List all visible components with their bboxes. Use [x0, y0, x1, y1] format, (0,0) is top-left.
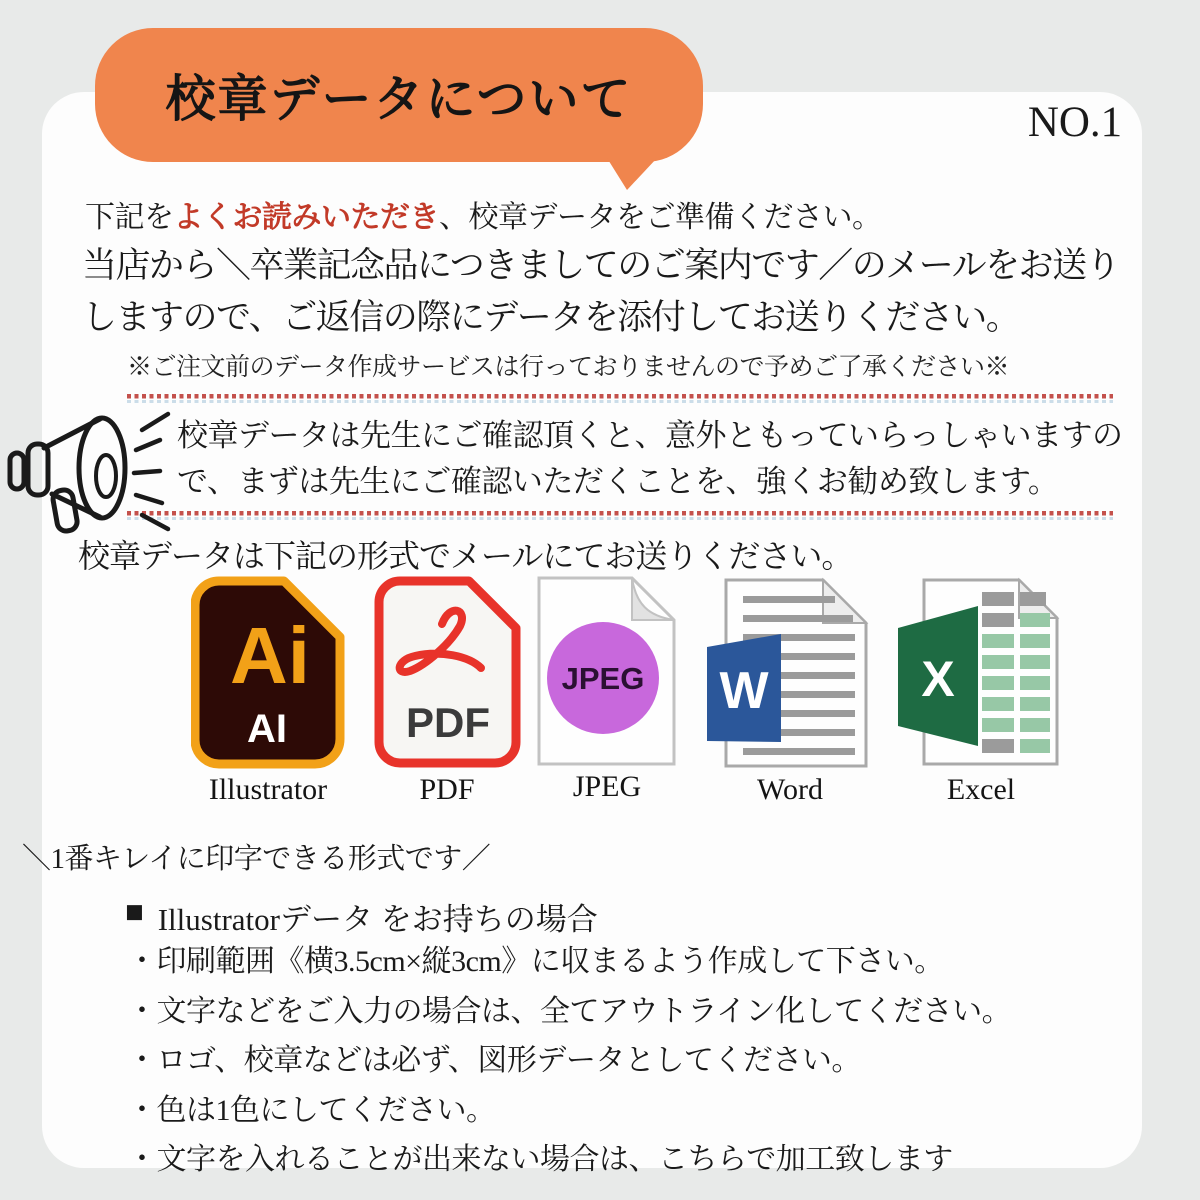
ai-icon-main-text: Ai	[230, 611, 310, 700]
illustrator-file-icon	[191, 576, 345, 769]
formats-heading: 校章データは下記の形式でメールにてお送りください。	[78, 538, 853, 574]
jpeg-file-icon	[533, 576, 681, 766]
format-item-illustrator	[178, 576, 358, 807]
format-label: Illustrator	[208, 773, 328, 806]
word-file-icon	[705, 576, 875, 769]
excel-file-icon	[894, 576, 1069, 769]
illustrator-section-heading	[125, 894, 598, 939]
list-item: ・印刷範囲《横3.5cm×縦3cm》に収まるよう作成して下さい。	[127, 945, 944, 978]
page-number: NO.1	[1027, 99, 1123, 146]
format-label: PDF	[419, 773, 475, 806]
format-label: Excel	[946, 773, 1016, 806]
list-item: ・ロゴ、校章などは必ず、図形データとしてください。	[127, 1044, 861, 1077]
illustrator-requirements-list	[127, 936, 1011, 1184]
title-bubble	[95, 28, 703, 162]
format-item-excel	[891, 576, 1071, 807]
teacher-advice-callout	[177, 413, 1123, 505]
pdf-icon-text: PDF	[405, 699, 490, 746]
format-label: JPEG	[572, 770, 642, 803]
mail-instruction	[82, 240, 1119, 344]
pdf-file-icon	[374, 576, 521, 769]
intro-pre: 下記を	[85, 201, 174, 234]
format-item-jpeg	[517, 576, 697, 804]
ai-icon-sub-text: AI	[247, 707, 287, 751]
mail-instruction-line1: 当店から＼卒業記念品につきましてのご案内です／のメールをお送り	[82, 246, 1120, 285]
jpeg-icon-text: JPEG	[561, 661, 645, 696]
dotted-divider-top	[127, 394, 1113, 403]
mail-instruction-line2: しますので、ご返信の際にデータを添付してお送りください。	[82, 298, 1020, 337]
format-label: Word	[757, 773, 823, 806]
callout-line2: で、まずは先生にご確認いただくことを、強くお勧め致します。	[177, 464, 1059, 499]
pre-order-note: ※ご注文前のデータ作成サービスは行っておりませんので予めご了承ください※	[127, 354, 1010, 381]
square-bullet-marker: ■	[125, 894, 144, 929]
format-item-word	[700, 576, 880, 807]
format-item-pdf	[357, 576, 537, 807]
list-item: ・色は1色にしてください。	[127, 1093, 496, 1127]
page-title: 校章データについて	[165, 71, 633, 127]
intro-emphasis: よくお読みいただき	[173, 201, 439, 234]
illustrator-heading-text: Illustratorデータ をお持ちの場合	[157, 902, 598, 937]
dotted-divider-bottom	[127, 511, 1113, 520]
callout-line1: 校章データは先生にご確認頂くと、意外ともっていらっしゃいますの	[177, 418, 1123, 453]
excel-icon-text: X	[920, 651, 955, 707]
megaphone-icon	[0, 398, 192, 538]
intro-line	[85, 192, 882, 236]
list-item: ・文字を入れることが出来ない場合は、こちらで加工致します	[127, 1143, 953, 1176]
speech-bubble-tail	[607, 158, 657, 190]
list-item: ・文字などをご入力の場合は、全てアウトライン化してください。	[127, 994, 1012, 1028]
intro-post: 、校章データをご準備ください。	[439, 201, 882, 234]
best-format-note: ＼1番キレイに印字できる形式です／	[22, 843, 491, 875]
word-icon-text: W	[719, 662, 769, 720]
